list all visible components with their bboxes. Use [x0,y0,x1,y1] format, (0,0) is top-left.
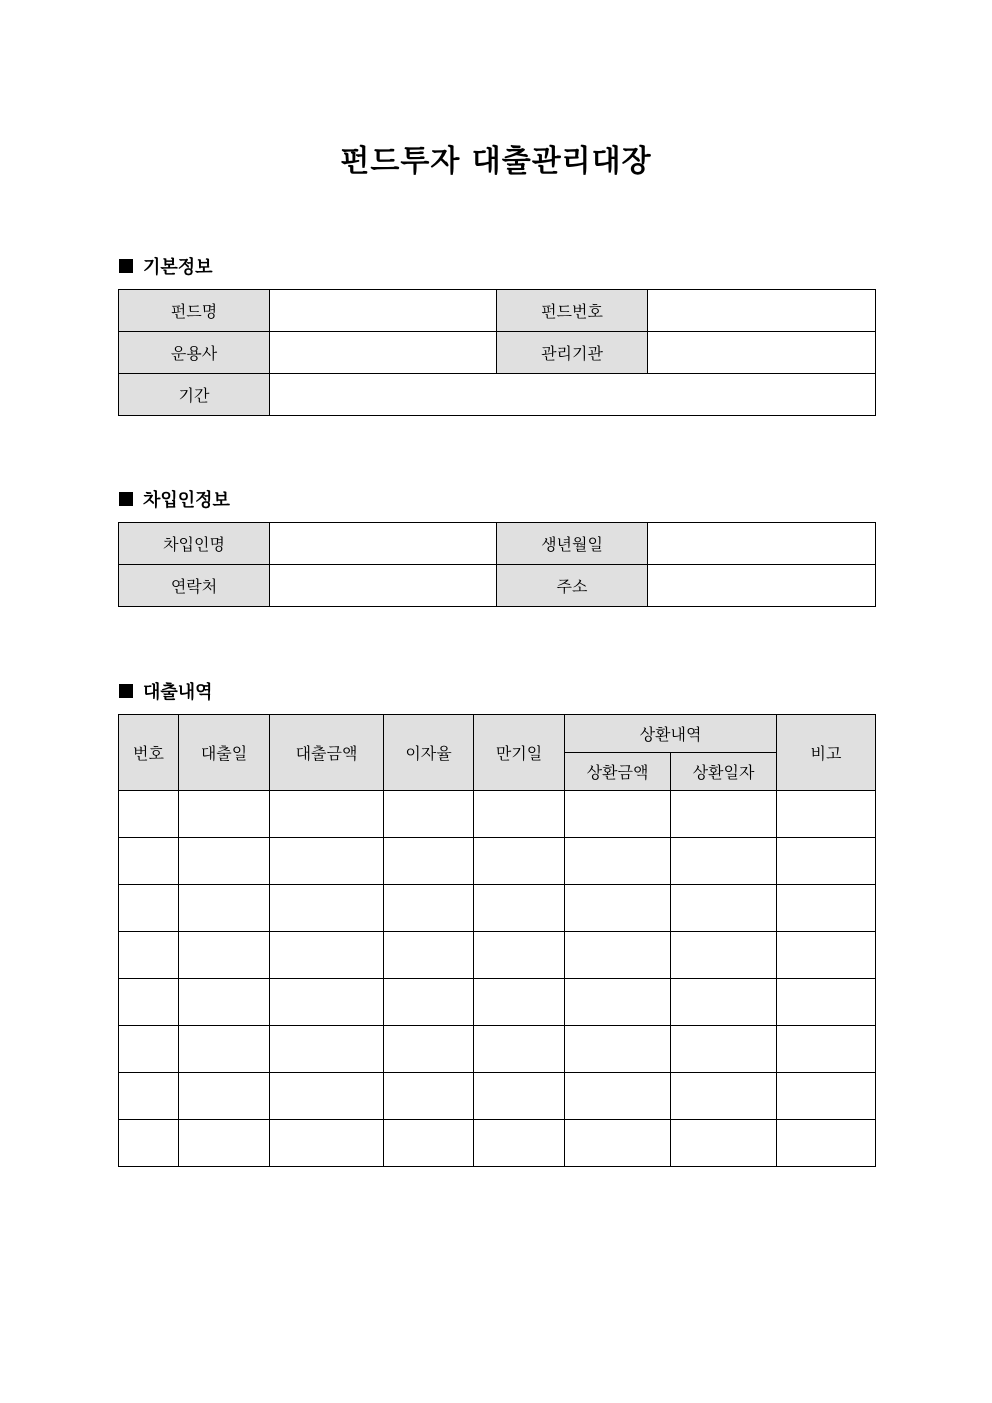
column-header-repay-date: 상환일자 [671,753,777,791]
table-cell[interactable] [565,1120,671,1167]
table-row [119,885,876,932]
table-cell[interactable] [270,791,384,838]
table-cell[interactable] [671,932,777,979]
table-cell[interactable] [777,1073,876,1120]
section-title: 기본정보 [143,257,213,278]
table-cell[interactable] [565,1026,671,1073]
table-cell[interactable] [777,885,876,932]
table-cell[interactable] [671,1073,777,1120]
column-header-maturity: 만기일 [474,715,565,791]
basic-info-table [118,289,876,416]
table-cell[interactable] [777,791,876,838]
table-cell[interactable] [179,1120,270,1167]
fund-number-label: 펀드번호 [497,290,648,332]
table-cell[interactable] [777,1026,876,1073]
table-row [119,374,876,416]
table-cell[interactable] [474,838,565,885]
table-cell[interactable] [384,838,474,885]
table-cell[interactable] [384,1073,474,1120]
table-row [119,523,876,565]
column-header-note: 비고 [777,715,876,791]
period-field[interactable] [270,374,876,416]
table-cell[interactable] [270,932,384,979]
table-cell[interactable] [565,838,671,885]
table-cell[interactable] [671,1120,777,1167]
birth-date-field[interactable] [648,523,876,565]
square-bullet-icon [119,259,133,273]
column-header-repayment: 상환내역 [565,715,777,753]
table-row [119,1120,876,1167]
table-cell[interactable] [384,1120,474,1167]
table-cell[interactable] [474,1026,565,1073]
table-row [119,1026,876,1073]
custodian-field[interactable] [648,332,876,374]
table-cell[interactable] [671,791,777,838]
table-cell[interactable] [179,979,270,1026]
table-cell[interactable] [384,1026,474,1073]
table-cell[interactable] [565,1073,671,1120]
fund-number-field[interactable] [648,290,876,332]
birth-date-label: 생년월일 [497,523,648,565]
table-cell[interactable] [565,791,671,838]
column-header-loan-amount: 대출금액 [270,715,384,791]
table-cell[interactable] [270,1073,384,1120]
manager-label: 운용사 [119,332,270,374]
table-cell[interactable] [384,932,474,979]
address-label: 주소 [497,565,648,607]
table-cell[interactable] [671,1026,777,1073]
table-row [119,1073,876,1120]
table-cell[interactable] [384,791,474,838]
table-cell[interactable] [119,838,179,885]
address-field[interactable] [648,565,876,607]
column-header-repay-amount: 상환금액 [565,753,671,791]
section-title: 대출내역 [143,682,213,703]
custodian-label: 관리기관 [497,332,648,374]
table-cell[interactable] [119,885,179,932]
column-header-loan-date: 대출일 [179,715,270,791]
table-cell[interactable] [565,979,671,1026]
section-heading-loan-history [119,678,213,704]
table-cell[interactable] [474,885,565,932]
table-cell[interactable] [777,838,876,885]
fund-name-label: 펀드명 [119,290,270,332]
square-bullet-icon [119,684,133,698]
table-header-row [119,715,876,753]
table-cell[interactable] [474,1120,565,1167]
table-cell[interactable] [119,932,179,979]
table-cell[interactable] [179,932,270,979]
table-cell[interactable] [777,932,876,979]
period-label: 기간 [119,374,270,416]
table-cell[interactable] [270,979,384,1026]
table-cell[interactable] [671,885,777,932]
document-title: 펀드투자 대출관리대장 [340,144,652,179]
table-cell[interactable] [777,1120,876,1167]
contact-field[interactable] [270,565,497,607]
table-row [119,290,876,332]
table-cell[interactable] [384,885,474,932]
table-cell[interactable] [270,838,384,885]
column-header-interest-rate: 이자율 [384,715,474,791]
table-cell[interactable] [179,1073,270,1120]
table-cell[interactable] [179,791,270,838]
table-cell[interactable] [565,932,671,979]
section-heading-basic-info [119,253,213,279]
loan-history-table [118,714,876,1167]
table-cell[interactable] [474,932,565,979]
table-row [119,332,876,374]
table-cell[interactable] [119,979,179,1026]
table-row [119,838,876,885]
table-cell[interactable] [474,1073,565,1120]
table-cell[interactable] [671,979,777,1026]
manager-field[interactable] [270,332,497,374]
section-title: 차입인정보 [143,490,230,511]
table-cell[interactable] [119,1073,179,1120]
table-cell[interactable] [270,1120,384,1167]
table-row [119,791,876,838]
fund-name-field[interactable] [270,290,497,332]
square-bullet-icon [119,492,133,506]
table-cell[interactable] [384,979,474,1026]
contact-label: 연락처 [119,565,270,607]
table-cell[interactable] [119,791,179,838]
table-cell[interactable] [671,838,777,885]
table-cell[interactable] [179,885,270,932]
column-header-no: 번호 [119,715,179,791]
borrower-info-table [118,522,876,607]
table-row [119,932,876,979]
table-cell[interactable] [474,979,565,1026]
table-cell[interactable] [270,1026,384,1073]
table-cell[interactable] [474,791,565,838]
borrower-name-field[interactable] [270,523,497,565]
table-cell[interactable] [179,838,270,885]
table-cell[interactable] [777,979,876,1026]
table-cell[interactable] [179,1026,270,1073]
table-cell[interactable] [270,885,384,932]
borrower-name-label: 차입인명 [119,523,270,565]
section-heading-borrower-info [119,486,230,512]
table-row [119,979,876,1026]
table-cell[interactable] [119,1120,179,1167]
table-row [119,565,876,607]
table-cell[interactable] [565,885,671,932]
table-cell[interactable] [119,1026,179,1073]
